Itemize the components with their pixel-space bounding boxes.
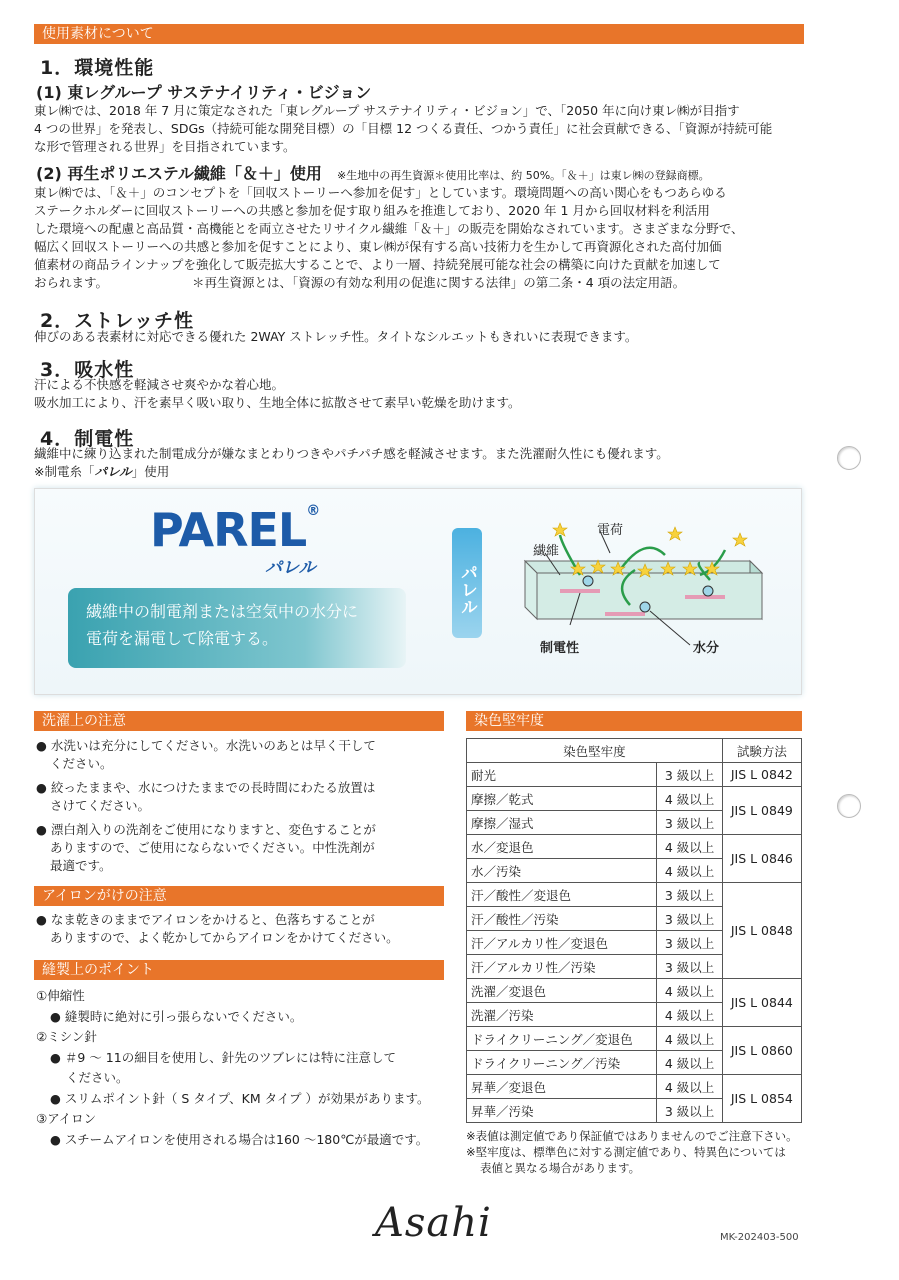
list-item [36, 779, 446, 815]
text-line-with-footnote [34, 274, 744, 292]
diagram-label-antistatic: 制電性 [540, 641, 580, 656]
cell-grade: 4 級以上 [657, 1075, 722, 1099]
text-line: な形で管理される世界」を目指されています。 [34, 139, 296, 154]
table-header-row [467, 739, 802, 763]
text-line: 幅広く回収ストーリーへの共感と参加を促すことにより、東レ㈱が保有する高い技術力を生かして再資源化された高付加価 [34, 239, 722, 254]
wash-heading: 洗濯上の注意 [42, 713, 126, 729]
item-line: ● 縫製時に絶対に引っ張らないでください。 [50, 1008, 303, 1024]
cell-grade: 3 級以上 [657, 811, 722, 835]
text-line: 吸水加工により、汗を素早く吸い取り、生地全体に拡散させて素早い乾燥を助けます。 [34, 395, 521, 410]
cell-item: 汗／酸性／変退色 [467, 883, 657, 907]
cell-grade: 4 級以上 [657, 1027, 722, 1051]
text-line: 繊維中に練り込まれた制電成分が嫌なまとわりつきやパチパチ感を軽減させます。また洗濯耐久性にも優れます。 [34, 446, 669, 461]
iron-list [36, 911, 456, 947]
cell-item: 汗／アルカリ性／汚染 [467, 955, 657, 979]
cell-item: 洗濯／汚染 [467, 1003, 657, 1027]
cell-item: 汗／酸性／汚染 [467, 907, 657, 931]
text-line: 汗による不快感を軽減させ爽やかな着心地。 [34, 377, 285, 392]
cell-method: JIS L 0848 [722, 883, 801, 979]
cell-grade: 4 級以上 [657, 1003, 722, 1027]
text-line: 東レ㈱では、2018 年 7 月に策定なされた「東レグループ サステナイリティ・ビジョン」で、「2050 年に向け東レ㈱が目指す [34, 103, 740, 118]
parel-logo-reg: ® [306, 503, 320, 519]
item-line: ● 絞ったままや、水につけたままでの長時間にわたる放置は [36, 780, 376, 795]
cell-item: 摩擦／湿式 [467, 811, 657, 835]
header-bar [34, 24, 804, 44]
note-suffix: 」使用 [131, 464, 170, 479]
cell-method: JIS L 0860 [722, 1027, 801, 1075]
sec4-note [34, 463, 669, 481]
document-code: MK-202403-500 [720, 1232, 799, 1243]
table-row [467, 835, 802, 859]
diagram-label-charge: 電荷 [597, 523, 624, 538]
item-line: ● なま乾きのままでアイロンをかけると、色落ちすることが [36, 912, 375, 927]
sec4-heading: 4．制電性 [40, 428, 135, 450]
text-line: 値素材の商品ラインナップを強化して販売拡大することで、より一層、持続発展可能な社会の構築に向けた貢献を加速して [34, 257, 721, 272]
table-row [467, 763, 802, 787]
cell-grade: 3 級以上 [657, 931, 722, 955]
cell-item: 汗／アルカリ性／変退色 [467, 931, 657, 955]
item-line: ● 漂白剤入りの洗剤をご使用になりますと、変色することが [36, 822, 376, 837]
text-line: おられます。 [34, 275, 109, 290]
item-line: さけてください。 [50, 798, 151, 813]
cell-method: JIS L 0844 [722, 979, 801, 1027]
sec1-sub2-title: (2) 再生ポリエステル繊維「＆＋」使用 [36, 164, 322, 183]
cell-grade: 3 級以上 [657, 1099, 722, 1123]
brand-logo: Asahi [375, 1200, 492, 1246]
diagram-label-fiber: 繊維 [533, 544, 560, 559]
group-title: ②ミシン針 [36, 1029, 97, 1044]
cell-grade: 4 級以上 [657, 835, 722, 859]
wash-list [36, 737, 446, 875]
sewing-heading-bar [34, 960, 444, 980]
item-line: ください。 [66, 1070, 129, 1085]
cell-grade: 3 級以上 [657, 955, 722, 979]
fastness-table [466, 738, 802, 1123]
item-line: ● 水洗いは充分にしてください。水洗いのあとは早く干して [36, 738, 376, 753]
parel-explanation-box [68, 588, 406, 668]
box-line: 電荷を漏電して除電する。 [86, 629, 279, 648]
cell-item: 水／変退色 [467, 835, 657, 859]
group-title: ①伸縮性 [36, 988, 85, 1003]
item-text: 水洗いは充分にしてください。水洗いのあとは早く干して [50, 738, 376, 753]
note-line: ※堅牢度は、標準色に対する測定値であり、特異色については [466, 1145, 786, 1159]
item-text: 漂白剤入りの洗剤をご使用になりますと、変色することが [50, 822, 376, 837]
sewing-heading: 縫製上のポイント [42, 962, 154, 978]
item-text: なま乾きのままでアイロンをかけると、色落ちすることが [50, 912, 375, 927]
parel-vertical-badge: パレル [452, 528, 482, 638]
sec3-heading: 3．吸水性 [40, 359, 135, 381]
text-line: 4 つの世界」を発表し、SDGs（持続可能な開発目標）の「目標 12 つくる責任、つかう責任」に社会貢献できる、「資源が持続可能 [34, 121, 773, 136]
wash-heading-bar [34, 711, 444, 731]
cell-item: 耐光 [467, 763, 657, 787]
col-header-item: 染色堅牢度 [467, 739, 723, 763]
table-row [467, 1075, 802, 1099]
cell-grade: 4 級以上 [657, 1051, 722, 1075]
parel-logo-text: PAREL [150, 503, 307, 557]
table-row [467, 979, 802, 1003]
group-title: ③アイロン [36, 1111, 97, 1126]
sec1-heading: 1．環境性能 [40, 57, 155, 79]
item-line: ありますので、よく乾かしてからアイロンをかけてください。 [50, 930, 399, 945]
sec2-heading: 2．ストレッチ性 [40, 310, 195, 332]
text-line: ステークホルダーに回収ストーリーへの共感と参加を促す取り組みを推進しており、2020 年 1 月から回収材料を利活用 [34, 203, 710, 218]
punch-hole-bottom [837, 794, 861, 818]
sec1-sub1-text [34, 102, 772, 156]
table-row [467, 883, 802, 907]
cell-grade: 3 級以上 [657, 907, 722, 931]
item-line: 最適です。 [50, 858, 112, 873]
sec1-sub2-title-row [36, 161, 710, 184]
cell-method: JIS L 0854 [722, 1075, 801, 1123]
sec3-text [34, 376, 521, 412]
cell-item: ドライクリーニング／汚染 [467, 1051, 657, 1075]
cell-method: JIS L 0842 [722, 763, 801, 787]
cell-grade: 3 級以上 [657, 763, 722, 787]
note-brand: パレル [94, 464, 132, 479]
cell-item: 昇華／変退色 [467, 1075, 657, 1099]
table-row [467, 1027, 802, 1051]
cell-grade: 3 級以上 [657, 883, 722, 907]
sec2-text: 伸びのある表素材に対応できる優れた 2WAY ストレッチ性。タイトなシルエットもきれいに表現できます。 [34, 329, 638, 344]
cell-grade: 4 級以上 [657, 859, 722, 883]
item-text: スリムポイント針（ S タイプ、KM タイプ ）が効果があります。 [64, 1090, 430, 1106]
parel-logo-kana: パレル [265, 558, 316, 578]
cell-grade: 4 級以上 [657, 787, 722, 811]
item-text: スチームアイロンを使用される場合は160 〜180℃が最適です。 [64, 1131, 429, 1147]
cell-method: JIS L 0846 [722, 835, 801, 883]
cell-item: ドライクリーニング／変退色 [467, 1027, 657, 1051]
item-line: ください。 [50, 756, 113, 771]
cell-item: 昇華／汚染 [467, 1099, 657, 1123]
table-row [467, 787, 802, 811]
item-text: 絞ったままや、水につけたままでの長時間にわたる放置は [50, 780, 376, 795]
box-line: 繊維中の制電剤または空気中の水分に [86, 602, 359, 621]
list-item [36, 737, 446, 773]
list-item [36, 821, 446, 875]
item-line: ● ＃9 〜 11の細目を使用し、針先のツブレには特に注意して [50, 1049, 396, 1065]
item-text: 縫製時に絶対に引っ張らないでください。 [64, 1008, 303, 1024]
sec1-sub2-note: ※生地中の再生資源＊使用比率は、約 50%。「＆＋」は東レ㈱の登録商標。 [336, 169, 710, 182]
cell-item: 水／汚染 [467, 859, 657, 883]
sewing-list [36, 986, 456, 1150]
punch-hole-top [837, 446, 861, 470]
text-line: した環境への配慮と高品質・高機能とを両立させたリサイクル繊維「＆＋」の販売を開始なされています。さまざまな分野で、 [34, 221, 744, 236]
sec4-text [34, 445, 669, 481]
item-line: ● スチームアイロンを使用される場合は160 〜180℃が最適です。 [50, 1131, 429, 1147]
parel-logo [150, 503, 319, 557]
sec1-sub1-title: (1) 東レグループ サステナイリティ・ビジョン [36, 83, 372, 102]
text-line: 東レ㈱では、「＆＋」のコンセプトを「回収ストーリーへ参加を促す」としています。環境問題への高い関心をもつあらゆる [34, 185, 727, 200]
fastness-heading: 染色堅牢度 [474, 713, 544, 729]
footnote: ＊再生資源とは、「資源の有効な利用の促進に関する法律」の第二条・4 項の法定用語。 [192, 275, 686, 290]
sec1-sub2-text [34, 184, 744, 292]
item-line: ありますので、ご使用にならないでください。中性洗剤が [50, 840, 375, 855]
note-prefix: ※制電糸「 [34, 464, 95, 479]
fastness-notes [466, 1128, 798, 1176]
iron-heading-bar [34, 886, 444, 906]
diagram-label-water: 水分 [693, 641, 720, 656]
fastness-heading-bar [466, 711, 802, 731]
cell-item: 洗濯／変退色 [467, 979, 657, 1003]
note-line: 表値と異なる場合があります。 [480, 1161, 641, 1175]
item-line: ● スリムポイント針（ S タイプ、KM タイプ ）が効果があります。 [50, 1090, 430, 1106]
item-text: ＃9 〜 11の細目を使用し、針先のツブレには特に注意して [64, 1049, 396, 1065]
col-header-method: 試験方法 [722, 739, 801, 763]
note-line: ※表値は測定値であり保証値ではありませんのでご注意下さい。 [466, 1129, 798, 1143]
iron-heading: アイロンがけの注意 [42, 888, 167, 904]
cell-method: JIS L 0849 [722, 787, 801, 835]
cell-grade: 4 級以上 [657, 979, 722, 1003]
cell-item: 摩擦／乾式 [467, 787, 657, 811]
header-title: 使用素材について [42, 26, 154, 42]
